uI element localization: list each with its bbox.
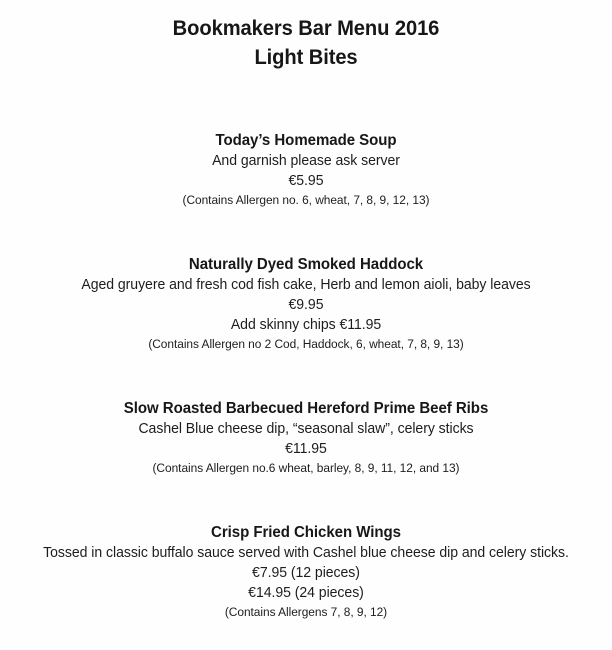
menu-item-price: €7.95 (12 pieces) bbox=[252, 565, 360, 581]
menu-item-price: €5.95 bbox=[288, 173, 324, 189]
menu-item-allergens: (Contains Allergen no 2 Cod, Haddock, 6, wheat, 7, 8, 9, 13) bbox=[148, 337, 464, 351]
menu-item-description: Cashel Blue cheese dip, “seasonal slaw”, celery sticks bbox=[138, 421, 474, 437]
menu-item bbox=[0, 130, 612, 209]
menu-item-name: Crisp Fried Chicken Wings bbox=[211, 524, 401, 541]
menu-item-list bbox=[0, 130, 612, 621]
menu-item-description: Aged gruyere and fresh cod fish cake, Herb and lemon aioli, baby leaves bbox=[81, 277, 531, 293]
menu-item-description: And garnish please ask server bbox=[212, 153, 400, 169]
menu-item-allergens: (Contains Allergen no. 6, wheat, 7, 8, 9, 12, 13) bbox=[182, 193, 430, 207]
menu-item-name: Slow Roasted Barbecued Hereford Prime Beef Ribs bbox=[123, 400, 489, 417]
menu-item bbox=[0, 398, 612, 477]
menu-item bbox=[0, 522, 612, 621]
menu-item-price: €11.95 bbox=[285, 441, 327, 457]
menu-subtitle: Light Bites bbox=[254, 46, 358, 69]
menu-item-name: Naturally Dyed Smoked Haddock bbox=[188, 256, 424, 273]
menu-item-price-addon: Add skinny chips €11.95 bbox=[230, 317, 382, 333]
menu-masthead bbox=[0, 0, 612, 72]
menu-item-price: €9.95 bbox=[288, 297, 324, 313]
menu-item-price-large: €14.95 (24 pieces) bbox=[248, 585, 364, 601]
menu-item-name: Today’s Homemade Soup bbox=[215, 132, 397, 149]
menu-item-allergens: (Contains Allergen no.6 wheat, barley, 8, 9, 11, 12, and 13) bbox=[152, 461, 460, 475]
menu-title: Bookmakers Bar Menu 2016 bbox=[172, 17, 440, 40]
menu-item bbox=[0, 254, 612, 353]
menu-item-description: Tossed in classic buffalo sauce served with Cashel blue cheese dip and celery sticks. bbox=[43, 545, 569, 561]
menu-item-allergens: (Contains Allergens 7, 8, 9, 12) bbox=[224, 605, 388, 619]
